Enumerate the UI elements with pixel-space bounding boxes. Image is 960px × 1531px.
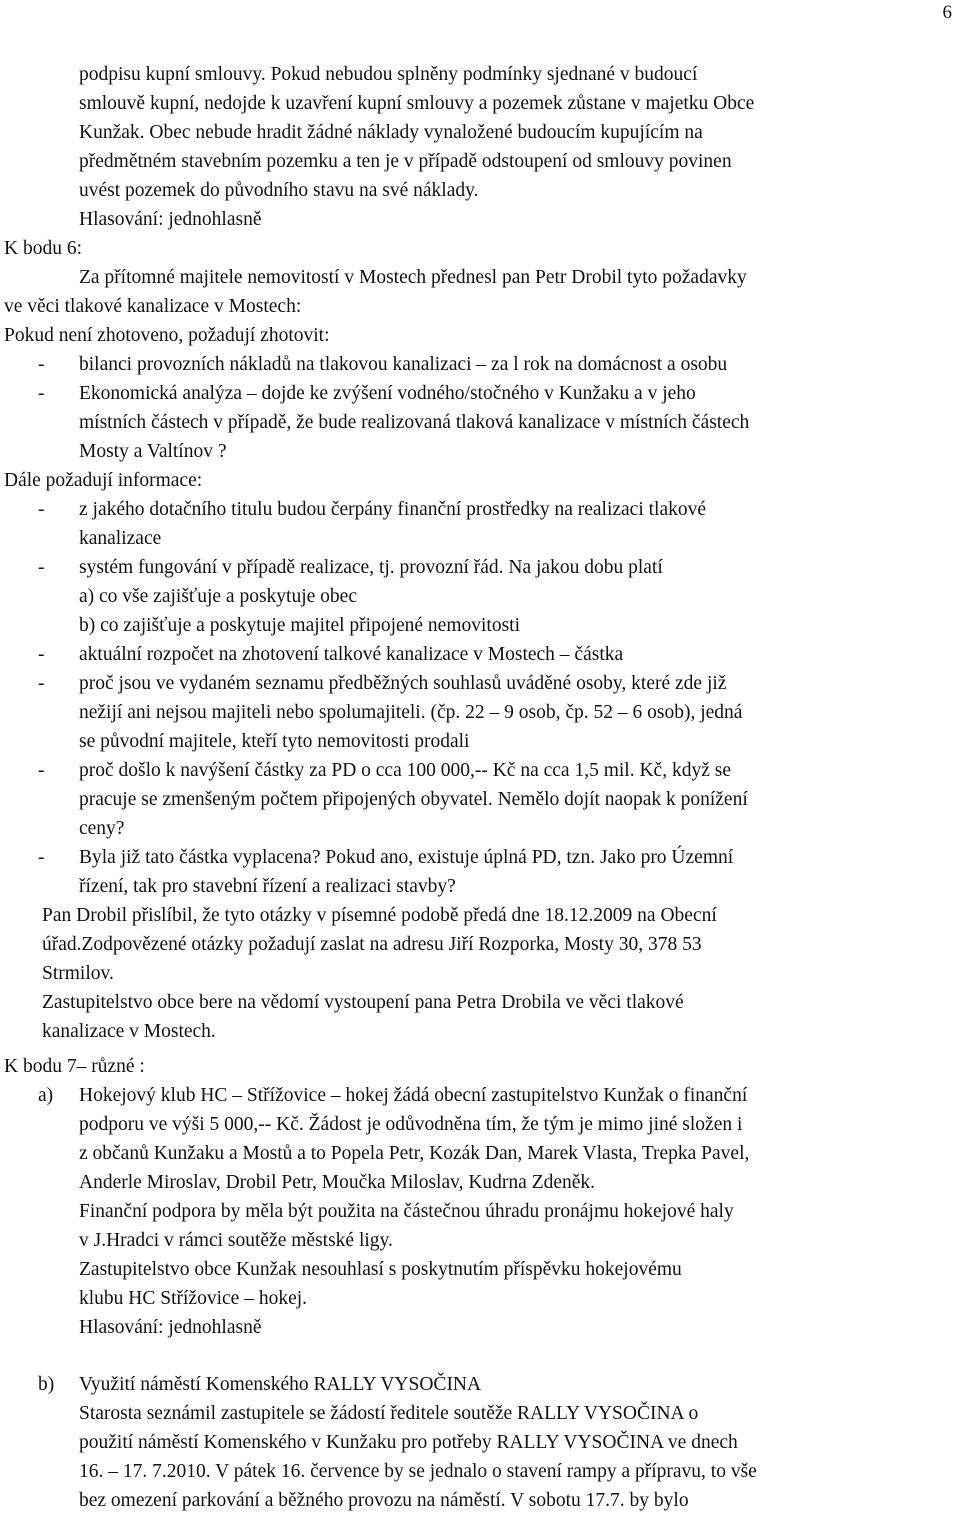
list-marker: - <box>38 644 45 665</box>
list-marker: - <box>38 760 45 781</box>
list-item-text: proč došlo k navýšení částky za PD o cca 100 000,-- Kč na cca 1,5 mil. Kč, když se <box>79 760 731 781</box>
text-line: nežijí ani nejsou majiteli nebo spolumajiteli. (čp. 22 – 9 osob, čp. 52 – 6 osob), jedná <box>79 702 743 723</box>
text-line: v J.Hradci v rámci soutěže městské ligy. <box>79 1230 393 1251</box>
text-line: Zastupitelstvo obce bere na vědomí vystoupení pana Petra Drobila ve věci tlakové <box>42 992 684 1013</box>
text-line: uvést pozemek do původního stavu na své náklady. <box>79 180 479 201</box>
list-marker: - <box>38 847 45 868</box>
list-marker: - <box>38 673 45 694</box>
list-marker: a) <box>38 1085 54 1106</box>
text-line: 16. – 17. 7.2010. V pátek 16. července by se jednalo o stavení rampy a přípravu, to vše <box>79 1461 757 1482</box>
list-marker: - <box>38 383 45 404</box>
list-marker: b) <box>38 1374 55 1395</box>
list-item-text: Hokejový klub HC – Střížovice – hokej žádá obecní zastupitelstvo Kunžak o finanční <box>79 1085 748 1106</box>
page-number: 6 <box>942 2 952 23</box>
list-item-text: aktuální rozpočet na zhotovení talkové kanalizace v Mostech – částka <box>79 644 624 665</box>
text-line: Pokud není zhotoveno, požadují zhotovit: <box>4 325 330 346</box>
text-line: Zastupitelstvo obce Kunžak nesouhlasí s poskytnutím příspěvku hokejovému <box>79 1259 682 1280</box>
list-item-text: proč jsou ve vydaném seznamu předběžných souhlasů uváděné osoby, které zde již <box>79 673 727 694</box>
text-line: b) co zajišťuje a poskytuje majitel připojené nemovitosti <box>79 615 521 636</box>
list-marker: - <box>38 557 45 578</box>
list-item-text: systém fungování v případě realizace, tj. provozní řád. Na jakou dobu platí <box>79 557 663 578</box>
text-line: klubu HC Střížovice – hokej. <box>79 1288 308 1309</box>
text-line: Za přítomné majitele nemovitostí v Mostech přednesl pan Petr Drobil tyto požadavky <box>79 267 747 288</box>
text-line: Finanční podpora by měla být použita na částečnou úhradu pronájmu hokejové haly <box>79 1201 734 1222</box>
text-line: Starosta seznámil zastupitele se žádostí ředitele soutěže RALLY VYSOČINA o <box>79 1403 699 1424</box>
list-item-text: bilanci provozních nákladů na tlakovou kanalizaci – za l rok na domácnost a osobu <box>79 354 728 375</box>
text-line: Mosty a Valtínov ? <box>79 441 227 462</box>
text-line: pracuje se zmenšeným počtem připojených obyvatel. Nemělo dojít naopak k ponížení <box>79 789 748 810</box>
text-line: Kunžak. Obec nebude hradit žádné náklady vynaložené budoucím kupujícím na <box>79 122 703 143</box>
text-line: Hlasování: jednohlasně <box>79 209 262 230</box>
text-line: bez omezení parkování a běžného provozu na náměstí. V sobotu 17.7. by bylo <box>79 1490 689 1511</box>
text-line: a) co vše zajišťuje a poskytuje obec <box>79 586 357 607</box>
list-item-text: z jakého dotačního titulu budou čerpány finanční prostředky na realizaci tlakové <box>79 499 707 520</box>
text-line: se původní majitele, kteří tyto nemovitosti prodali <box>79 731 470 752</box>
text-line: ceny? <box>79 818 125 839</box>
text-line: úřad.Zodpovězené otázky požadují zaslat na adresu Jiří Rozporka, Mosty 30, 378 53 <box>42 934 702 955</box>
text-line: podporu ve výši 5 000,-- Kč. Žádost je odůvodněna tím, že tým je mimo jiné složen i <box>79 1114 743 1135</box>
list-item-text: Byla již tato částka vyplacena? Pokud ano, existuje úplná PD, tzn. Jako pro Územní <box>79 847 734 868</box>
text-line: kanalizace v Mostech. <box>42 1021 216 1042</box>
text-line: podpisu kupní smlouvy. Pokud nebudou splněny podmínky sjednané v budoucí <box>79 64 698 85</box>
text-line: Anderle Miroslav, Drobil Petr, Moučka Miloslav, Kudrna Zdeněk. <box>79 1172 596 1193</box>
text-line: Hlasování: jednohlasně <box>79 1317 262 1338</box>
text-line: K bodu 7– různé : <box>4 1056 145 1077</box>
text-line: smlouvě kupní, nedojde k uzavření kupní smlouvy a pozemek zůstane v majetku Obce <box>79 93 755 114</box>
list-item-text: Využití náměstí Komenského RALLY VYSOČINA <box>79 1374 482 1395</box>
list-marker: - <box>38 354 45 375</box>
list-marker: - <box>38 499 45 520</box>
text-line: použití náměstí Komenského v Kunžaku pro potřeby RALLY VYSOČINA ve dnech <box>79 1432 738 1453</box>
text-line: kanalizace <box>79 528 162 549</box>
text-line: ve věci tlakové kanalizace v Mostech: <box>4 296 302 317</box>
text-line: Dále požadují informace: <box>4 470 203 491</box>
text-line: K bodu 6: <box>4 238 82 259</box>
text-line: z občanů Kunžaku a Mostů a to Popela Petr, Kozák Dan, Marek Vlasta, Trepka Pavel, <box>79 1143 750 1164</box>
list-item-text: Ekonomická analýza – dojde ke zvýšení vodného/stočného v Kunžaku a v jeho <box>79 383 696 404</box>
text-line: předmětném stavebním pozemku a ten je v případě odstoupení od smlouvy povinen <box>79 151 732 172</box>
text-line: Pan Drobil přislíbil, že tyto otázky v písemné podobě předá dne 18.12.2009 na Obecní <box>42 905 717 926</box>
text-line: místních částech v případě, že bude realizovaná tlaková kanalizace v místních částech <box>79 412 750 433</box>
text-line: Strmilov. <box>42 963 114 984</box>
text-line: řízení, tak pro stavební řízení a realizaci stavby? <box>79 876 456 897</box>
